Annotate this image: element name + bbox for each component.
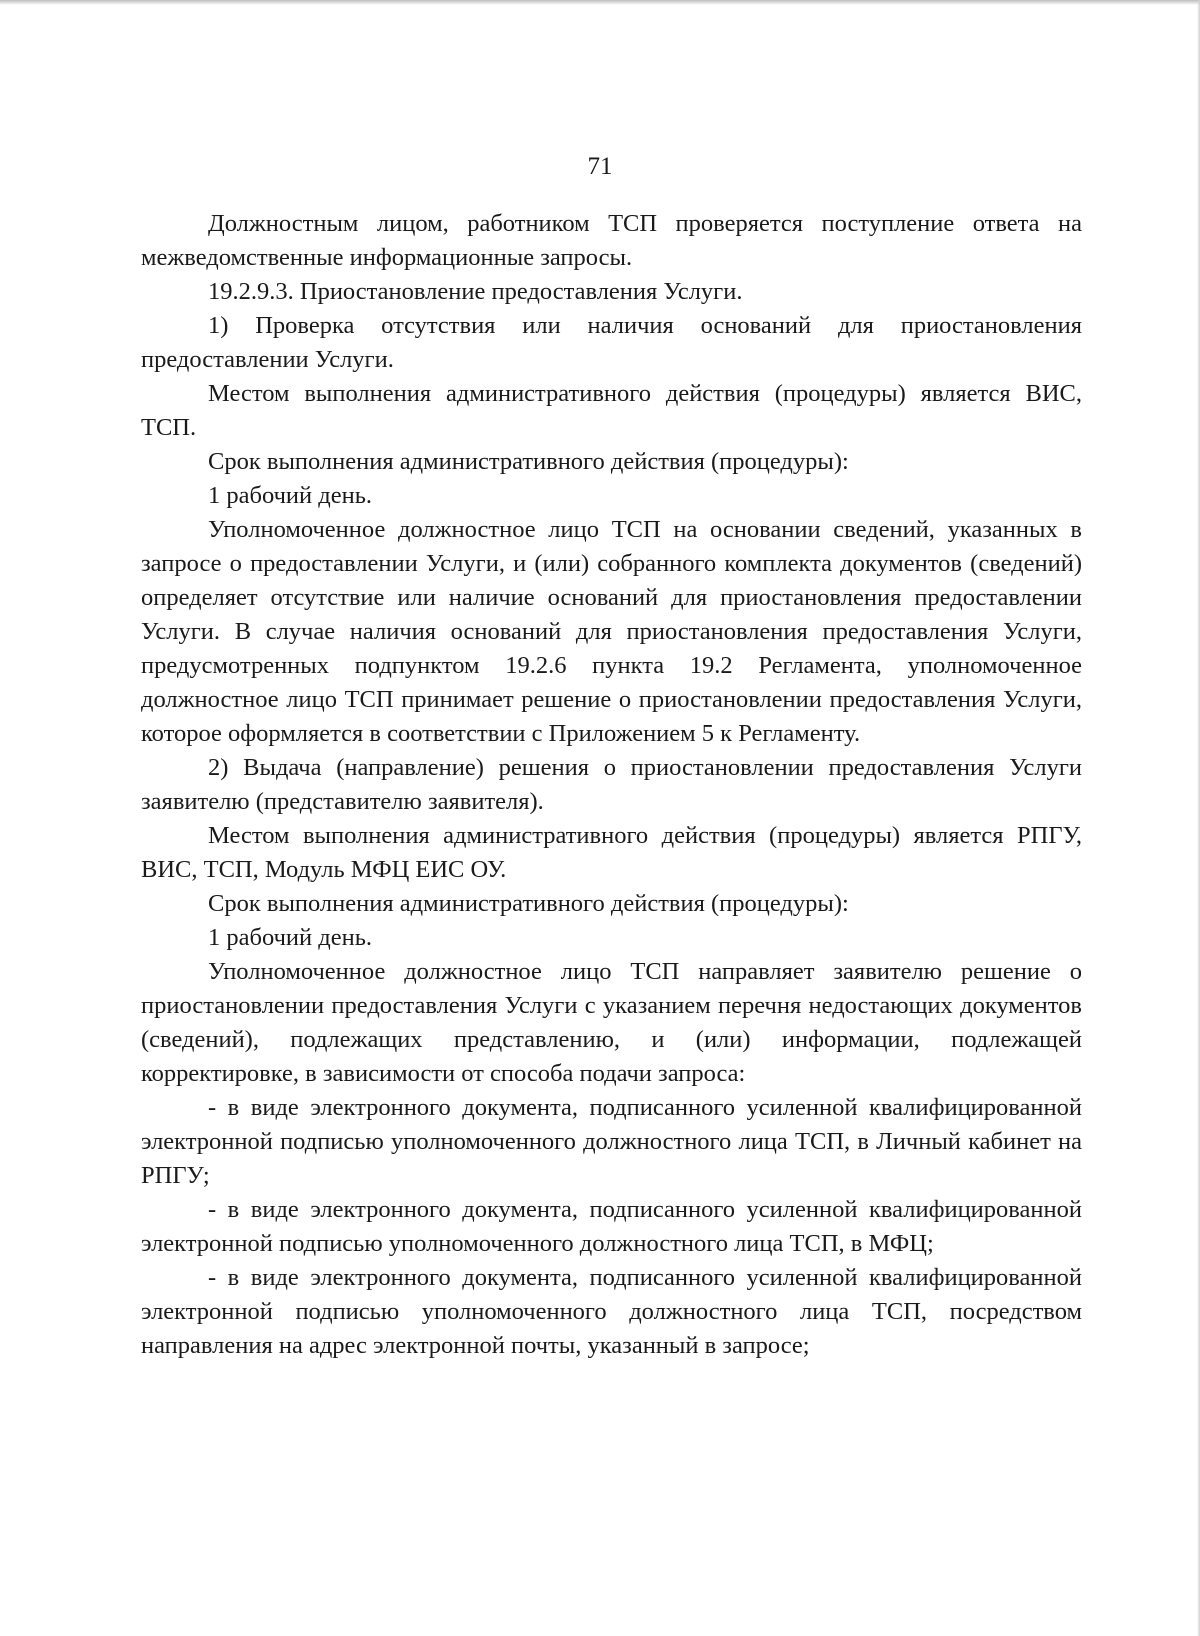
page-number: 71 <box>587 153 613 180</box>
paragraph: Местом выполнения административного действия (процедуры) является ВИС, ТСП. <box>141 380 1082 441</box>
paragraph: Местом выполнения административного действия (процедуры) является РПГУ, ВИС, ТСП, Модуль МФЦ ЕИС ОУ. <box>141 822 1082 883</box>
paragraph: Должностным лицом, работником ТСП проверяется поступление ответа на межведомственные информационные запросы. <box>141 210 1082 271</box>
document-body <box>141 207 1082 1363</box>
paragraph: Срок выполнения административного действия (процедуры): <box>208 448 849 475</box>
paragraph: 1) Проверка отсутствия или наличия оснований для приостановления предоставлении Услуги. <box>141 312 1082 373</box>
paragraph: Уполномоченное должностное лицо ТСП на основании сведений, указанных в запросе о предоставлении Услуги, и (или) собранного комплекта документов (сведений) определяет отсутствие или наличие оснований для приостановления предоставлении Услуги. В случае наличия оснований для приостановления предоставления Услуги, предусмотренных подпунктом 19.2.6 пункта 19.2 Регламента, уполномоченное должностное лицо ТСП принимает решение о приостановлении предоставления Услуги, которое оформляется в соответствии с Приложением 5 к Регламенту. <box>141 516 1082 747</box>
scan-top-edge <box>0 0 1200 5</box>
paragraph: 1 рабочий день. <box>208 924 372 951</box>
paragraph: Срок выполнения административного действия (процедуры): <box>208 890 849 917</box>
paragraph: 1 рабочий день. <box>208 482 372 509</box>
paragraph: 2) Выдача (направление) решения о приостановлении предоставления Услуги заявителю (представителю заявителя). <box>141 754 1082 815</box>
list-item: - в виде электронного документа, подписанного усиленной квалифицированной электронной подписью уполномоченного должностного лица ТСП, посредством направления на адрес электронной почты, указанный в запросе; <box>141 1264 1082 1359</box>
paragraph: Уполномоченное должностное лицо ТСП направляет заявителю решение о приостановлении предоставления Услуги с указанием перечня недостающих документов (сведений), подлежащих представлению, и (или) информации, подлежащей корректировке, в зависимости от способа подачи запроса: <box>141 958 1082 1087</box>
list-item: - в виде электронного документа, подписанного усиленной квалифицированной электронной подписью уполномоченного должностного лица ТСП, в Личный кабинет на РПГУ; <box>141 1094 1082 1189</box>
section-heading: 19.2.9.3. Приостановление предоставления Услуги. <box>208 278 743 305</box>
list-item: - в виде электронного документа, подписанного усиленной квалифицированной электронной подписью уполномоченного должностного лица ТСП, в МФЦ; <box>141 1196 1082 1257</box>
